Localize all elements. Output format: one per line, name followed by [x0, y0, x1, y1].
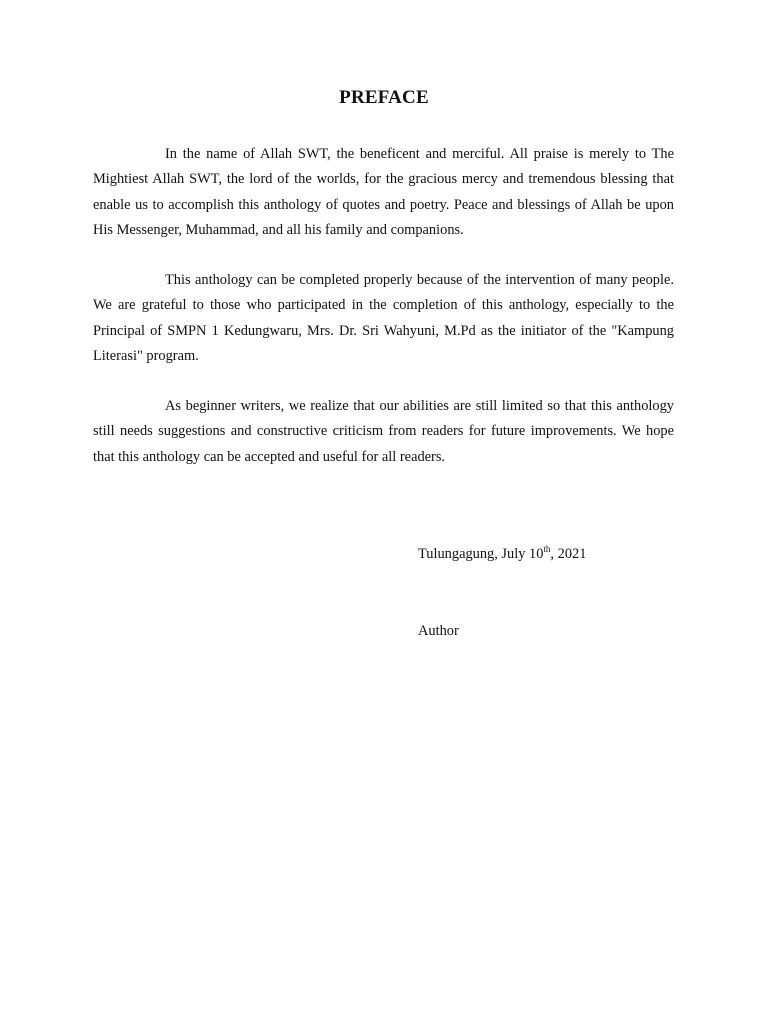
paragraph-1: In the name of Allah SWT, the beneficent and merciful. All praise is merely to The Mightiest Allah SWT, the lord of the worlds, for the gracious mercy and tremendous blessing that enable us to accomplish this anthology of quotes and poetry. Peace and blessings of Allah be upon His Messenger, Muhammad, and all his family and companions. — [93, 146, 674, 238]
ordinal-suffix: th — [543, 544, 551, 555]
place-date-line — [418, 546, 586, 563]
place-date-year: , 2021 — [550, 546, 587, 562]
paragraph-2: This anthology can be completed properly because of the intervention of many people. We are grateful to those who participated in the completion of this anthology, especially to the Principal of SMPN 1 Kedungwaru, Mrs. Dr. Sri Wahyuni, M.Pd as the initiator of the "Kampung Literasi" program. — [93, 272, 674, 364]
page-title: PREFACE — [339, 87, 429, 108]
signature: Author — [418, 623, 459, 639]
paragraph-3: As beginner writers, we realize that our abilities are still limited so that this anthology still needs suggestions and constructive criticism from readers for future improvements. We hope that this anthology can be accepted and useful for all readers. — [93, 398, 674, 465]
place-date-prefix: Tulungagung, July 10 — [418, 546, 544, 562]
